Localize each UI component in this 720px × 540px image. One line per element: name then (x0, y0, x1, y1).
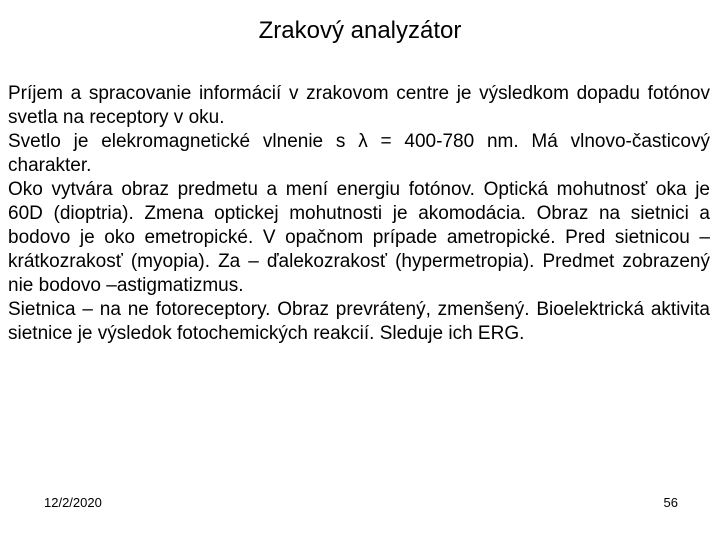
paragraph-eye: Oko vytvára obraz predmetu a mení energiu fotónov. Optická mohutnosť oka je 60D (dioptria). Zmena optickej mohutnosti je akomodácia. Obraz na sietnici a bodovo je oko emetropické. V opačnom prípade ametropické. Pred sietnicou – krátkozrakosť (myopia). Za – ďalekozrakosť (hypermetropia). Predmet zobrazený nie bodovo –astigmatizmus. (8, 179, 710, 296)
page-number: 56 (663, 495, 678, 510)
footer-date: 12/2/2020 (44, 495, 102, 510)
paragraph-light: Svetlo je elekromagnetické vlnenie s λ = 400-780 nm. Má vlnovo-časticový charakter. (8, 131, 710, 176)
slide-body (8, 82, 710, 346)
paragraph-receptors: Príjem a spracovanie informácií v zrakovom centre je výsledkom dopadu fotónov svetla na receptory v oku. (8, 83, 710, 128)
paragraph-retina: Sietnica – na ne fotoreceptory. Obraz prevrátený, zmenšený. Bioelektrická aktivita sietnice je výsledok fotochemických reakcií. Sleduje ich ERG. (8, 299, 710, 344)
slide-title: Zrakový analyzátor (258, 17, 462, 44)
